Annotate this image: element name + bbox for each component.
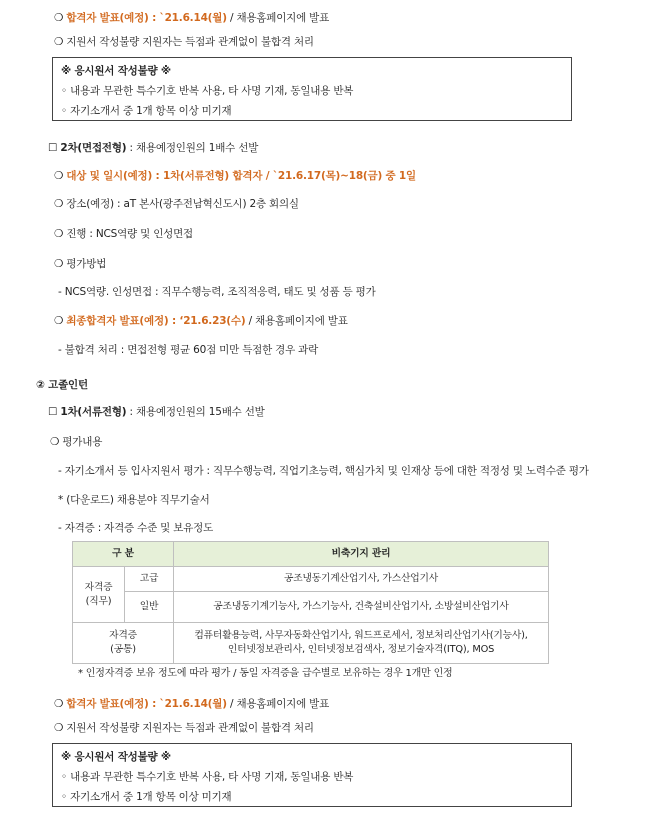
interview-fail-detail: - 불합격 처리 : 면접전형 평균 60점 미만 득점한 경우 과락 bbox=[58, 344, 319, 356]
fail-rule-2: 지원서 작성불량 지원자는 득점과 관계없이 불합격 처리 bbox=[66, 722, 314, 734]
section-title-intern: ② 고졸인턴 bbox=[36, 379, 88, 391]
interview-heading-rest: : 채용예정인원의 1배수 선발 bbox=[126, 142, 259, 154]
interview-heading-bold: 2차(면접전형) bbox=[60, 142, 127, 154]
document-screening-heading: ☐ 1차(서류전형) : 채용예정인원의 15배수 선발 bbox=[48, 406, 265, 418]
final-announce-label: 최종합격자 발표(예정) : ‘21.6.23(수) bbox=[66, 315, 246, 327]
table-category-common: 자격증 (공통) bbox=[73, 623, 174, 664]
interview-method-detail: - NCS역량. 인성면접 : 직무수행능력, 조직적응력, 태도 및 성품 등 평가 bbox=[58, 286, 376, 298]
eval-item-1: - 자기소개서 등 입사지원서 평가 : 직무수행능력, 직업기초능력, 핵심가치 및 인재상 등에 대한 적정성 및 노력수준 평가 bbox=[58, 465, 589, 477]
announce-line-1: ❍ 합격자 발표(예정) : `21.6.14(월) / 채용홈페이지에 발표 bbox=[54, 12, 330, 24]
fail-rule-line-2: ❍ 지원서 작성불량 지원자는 득점과 관계없이 불합격 처리 bbox=[54, 722, 314, 734]
announce-line-2: ❍ 합격자 발표(예정) : `21.6.14(월) / 채용홈페이지에 발표 bbox=[54, 698, 330, 710]
table-row bbox=[73, 623, 549, 664]
table-value-common: 컴퓨터활용능력, 사무자동화산업기사, 워드프로세서, 정보처리산업기사(기능사), 인터넷정보관리사, 인터넷정보검색사, 정보기술자격(ITQ), MOS bbox=[174, 623, 549, 664]
eval-content: 평가내용 bbox=[62, 436, 103, 448]
announce-label-2: 합격자 발표(예정) : `21.6.14(월) bbox=[66, 698, 227, 710]
announce-rest-2: / 채용홈페이지에 발표 bbox=[226, 698, 330, 710]
table-level-advanced: 고급 bbox=[125, 567, 174, 592]
notice-box-item-1a: ◦ 내용과 무관한 특수기호 반복 사용, 타 사명 기재, 동일내용 반복 bbox=[61, 85, 354, 97]
final-announce-line: ❍ 최종합격자 발표(예정) : ‘21.6.23(수) / 채용홈페이지에 발표 bbox=[54, 315, 348, 327]
announce-rest-1: / 채용홈페이지에 발표 bbox=[226, 12, 330, 24]
table-header-category: 구 분 bbox=[73, 542, 174, 567]
announce-label-1: 합격자 발표(예정) : `21.6.14(월) bbox=[66, 12, 227, 24]
table-header-row bbox=[73, 542, 549, 567]
interview-place: 장소(예정) : aT 본사(광주전남혁신도시) 2층 회의실 bbox=[66, 198, 299, 210]
notice-box-item-1b: ◦ 자기소개서 중 1개 항목 이상 미기재 bbox=[61, 105, 232, 117]
eval-item-3: - 자격증 : 자격증 수준 및 보유정도 bbox=[58, 522, 214, 534]
notice-box-2 bbox=[52, 743, 572, 807]
eval-item-2: * (다운로드) 채용분야 직무기술서 bbox=[58, 494, 210, 506]
interview-method: 평가방법 bbox=[66, 258, 107, 270]
interview-proceed: 진행 : NCS역량 및 인성면접 bbox=[66, 228, 193, 240]
final-announce-rest: / 채용홈페이지에 발표 bbox=[245, 315, 348, 327]
notice-box-title-1: ※ 응시원서 작성불량 ※ bbox=[61, 65, 171, 77]
document-screening-rest: : 채용예정인원의 15배수 선발 bbox=[126, 406, 265, 418]
table-category-job: 자격증 (직무) bbox=[73, 567, 125, 623]
table-row bbox=[73, 592, 549, 623]
notice-box-item-2b: ◦ 자기소개서 중 1개 항목 이상 미기재 bbox=[61, 791, 232, 803]
notice-box-title-2: ※ 응시원서 작성불량 ※ bbox=[61, 751, 171, 763]
eval-content-line: ❍ 평가내용 bbox=[50, 436, 103, 448]
certificate-table bbox=[72, 541, 549, 664]
interview-heading: ☐ 2차(면접전형) : 채용예정인원의 1배수 선발 bbox=[48, 142, 259, 154]
notice-box-1 bbox=[52, 57, 572, 121]
interview-schedule: 대상 및 일시(예정) : 1차(서류전형) 합격자 / `21.6.17(목)~18(금) 중 1일 bbox=[66, 170, 416, 182]
notice-box-item-2a: ◦ 내용과 무관한 특수기호 반복 사용, 타 사명 기재, 동일내용 반복 bbox=[61, 771, 354, 783]
interview-place-line: ❍ 장소(예정) : aT 본사(광주전남혁신도시) 2층 회의실 bbox=[54, 198, 299, 210]
fail-rule-1: 지원서 작성불량 지원자는 득점과 관계없이 불합격 처리 bbox=[66, 36, 314, 48]
table-row bbox=[73, 567, 549, 592]
table-note: * 인정자격증 보유 정도에 따라 평가 / 동일 자격증을 급수별로 보유하는 경우 1개만 인정 bbox=[78, 668, 453, 679]
interview-method-line: ❍ 평가방법 bbox=[54, 258, 107, 270]
interview-schedule-line: ❍ 대상 및 일시(예정) : 1차(서류전형) 합격자 / `21.6.17(목)~18(금) 중 1일 bbox=[54, 170, 416, 182]
table-header-field: 비축기지 관리 bbox=[174, 542, 549, 567]
interview-proceed-line: ❍ 진행 : NCS역량 및 인성면접 bbox=[54, 228, 193, 240]
document-screening-bold: 1차(서류전형) bbox=[60, 406, 127, 418]
fail-rule-line-1: ❍ 지원서 작성불량 지원자는 득점과 관계없이 불합격 처리 bbox=[54, 36, 314, 48]
table-value-advanced: 공조냉동기계산업기사, 가스산업기사 bbox=[174, 567, 549, 592]
table-value-general: 공조냉동기계기능사, 가스기능사, 건축설비산업기사, 소방설비산업기사 bbox=[174, 592, 549, 623]
table-level-general: 일반 bbox=[125, 592, 174, 623]
